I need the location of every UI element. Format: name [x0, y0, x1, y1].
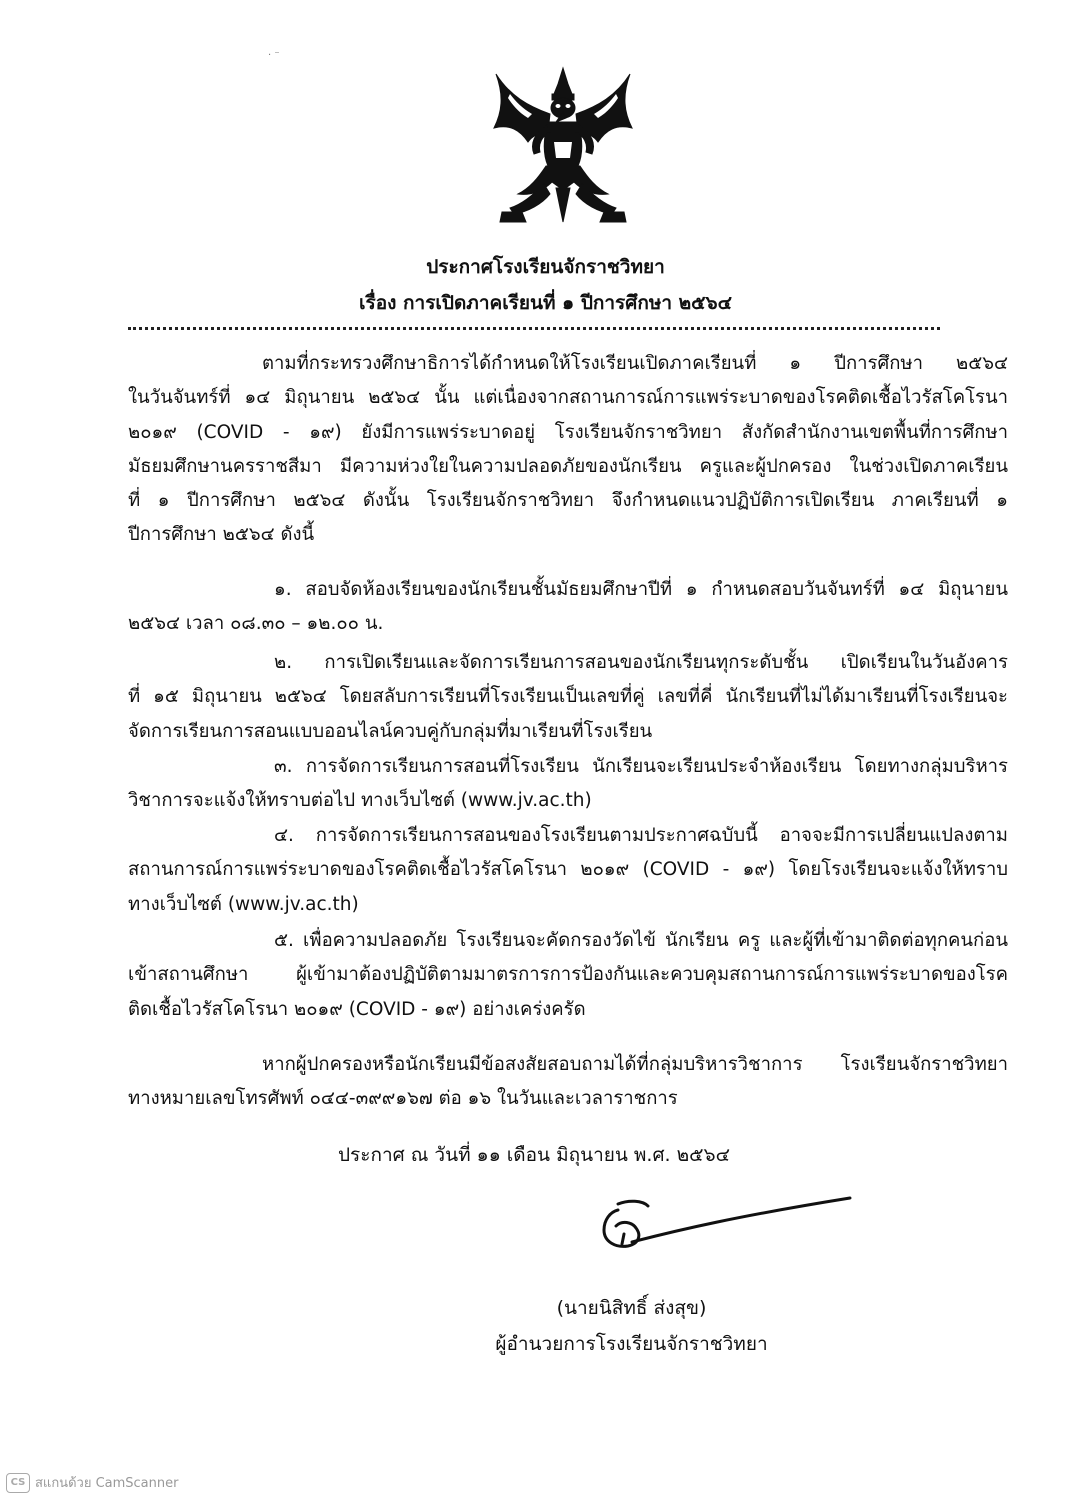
- paragraph-line: ปีการศึกษา ๒๕๖๔ ดังนี้: [128, 524, 315, 546]
- handwritten-signature: [588, 1190, 858, 1270]
- paragraph-line: ในวันจันทร์ที่ ๑๔ มิถุนายน ๒๕๖๔ นั้น แต่เนื่องจากสถานการณ์การแพร่ระบาดของโรคติดเชื้อไวรัสโคโรนา: [128, 387, 1008, 409]
- paragraph-line: สถานการณ์การแพร่ระบาดของโรคติดเชื้อไวรัสโคโรนา ๒๐๑๙ (COVID - ๑๙) โดยโรงเรียนจะแจ้งให้ทราบ: [128, 859, 1008, 881]
- separator-dotted-line: [128, 327, 940, 330]
- paragraph-line: วิชาการจะแจ้งให้ทราบต่อไป ทางเว็บไซต์ (www.jv.ac.th): [128, 790, 592, 812]
- scan-specks: · ⁻: [268, 50, 280, 61]
- paragraph-line: ๔. การจัดการเรียนการสอนของโรงเรียนตามประกาศฉบับนี้ อาจจะมีการเปลี่ยนแปลงตาม: [274, 825, 1008, 846]
- paragraph-line: ที่ ๑๕ มิถุนายน ๒๕๖๔ โดยสลับการเรียนที่โรงเรียนเป็นเลขที่คู่ เลขที่คี่ นักเรียนที่ไม่ได้มาเรียนที่โรงเรียนจะ: [128, 686, 1008, 708]
- paragraph-line: มัธยมศึกษานครราชสีมา มีความห่วงใยในความปลอดภัยของนักเรียน ครูและผู้ปกครอง ในช่วงเปิดภาคเรียน: [128, 455, 1008, 477]
- signer-name: (นายนิสิทธิ์ ส่งสุข): [556, 1297, 707, 1319]
- paragraph-line: ติดเชื้อไวรัสโคโรนา ๒๐๑๙ (COVID - ๑๙) อย่างเคร่งครัด: [128, 998, 586, 1020]
- paragraph-line: ๕. เพื่อความปลอดภัย โรงเรียนจะคัดกรองวัดไข้ นักเรียน ครู และผู้ที่เข้ามาติดต่อทุกคนก่อน: [274, 930, 1008, 951]
- intro-paragraph: [128, 347, 1008, 553]
- camscanner-text: สแกนด้วย CamScanner: [35, 1476, 179, 1491]
- camscanner-watermark: [6, 1472, 178, 1493]
- paragraph-line: จัดการเรียนการสอนแบบออนไลน์ควบคู่กับกลุ่มที่มาเรียนที่โรงเรียน: [128, 720, 653, 742]
- paragraph-line: ๒๕๖๔ เวลา ๐๘.๓๐ – ๑๒.๐๐ น.: [128, 613, 384, 635]
- announcement-date: ประกาศ ณ วันที่ ๑๑ เดือน มิถุนายน พ.ศ. ๒๕๖๔: [338, 1144, 730, 1166]
- paragraph-line: ๓. การจัดการเรียนการสอนที่โรงเรียน นักเรียนจะเรียนประจำห้องเรียน โดยทางกลุ่มบริหาร: [274, 756, 1008, 777]
- paragraph-line: ๒๐๑๙ (COVID - ๑๙) ยังมีการแพร่ระบาดอยู่ โรงเรียนจักราชวิทยา สังกัดสำนักงานเขตพื้นที่การศึกษา: [128, 421, 1008, 443]
- paragraph-line: ๒. การเปิดเรียนและจัดการเรียนการสอนของนักเรียนทุกระดับชั้น เปิดเรียนในวันอังคาร: [274, 652, 1008, 673]
- list-item-1: [128, 573, 1008, 642]
- list-item-3: [128, 750, 1008, 819]
- camscanner-logo-icon: CS: [6, 1473, 30, 1493]
- contact-paragraph: [128, 1048, 1008, 1117]
- paragraph-line: ทางเว็บไซต์ (www.jv.ac.th): [128, 893, 359, 915]
- garuda-emblem-icon: [488, 66, 638, 226]
- list-item-4: [128, 819, 1008, 922]
- paragraph-line: ที่ ๑ ปีการศึกษา ๒๕๖๔ ดังนั้น โรงเรียนจักราชวิทยา จึงกำหนดแนวปฏิบัติการเปิดเรียน ภาคเรียนที่ ๑: [128, 490, 1008, 512]
- paragraph-line: ตามที่กระทรวงศึกษาธิการได้กำหนดให้โรงเรียนเปิดภาคเรียนที่ ๑ ปีการศึกษา ๒๕๖๔: [262, 353, 1008, 374]
- paragraph-line: หากผู้ปกครองหรือนักเรียนมีข้อสงสัยสอบถามได้ที่กลุ่มบริหารวิชาการ โรงเรียนจักราชวิทยา: [262, 1054, 1008, 1075]
- list-item-2: [128, 646, 1008, 749]
- paragraph-line: ๑. สอบจัดห้องเรียนของนักเรียนชั้นมัธยมศึกษาปีที่ ๑ กำหนดสอบวันจันทร์ที่ ๑๔ มิถุนายน: [274, 579, 1008, 600]
- signer-position: ผู้อำนวยการโรงเรียนจักราชวิทยา: [495, 1333, 768, 1355]
- announcement-title: ประกาศโรงเรียนจักราชวิทยา: [426, 256, 665, 278]
- list-item-5: [128, 924, 1008, 1027]
- paragraph-line: ทางหมายเลขโทรศัพท์ ๐๔๔-๓๙๙๑๖๗ ต่อ ๑๖ ในวันและเวลาราชการ: [128, 1088, 678, 1110]
- announcement-subject: เรื่อง การเปิดภาคเรียนที่ ๑ ปีการศึกษา ๒๕๖๔: [359, 292, 732, 314]
- paragraph-line: เข้าสถานศึกษา ผู้เข้ามาต้องปฏิบัติตามมาตรการการป้องกันและควบคุมสถานการณ์การแพร่ระบาดของโรค: [128, 964, 1008, 986]
